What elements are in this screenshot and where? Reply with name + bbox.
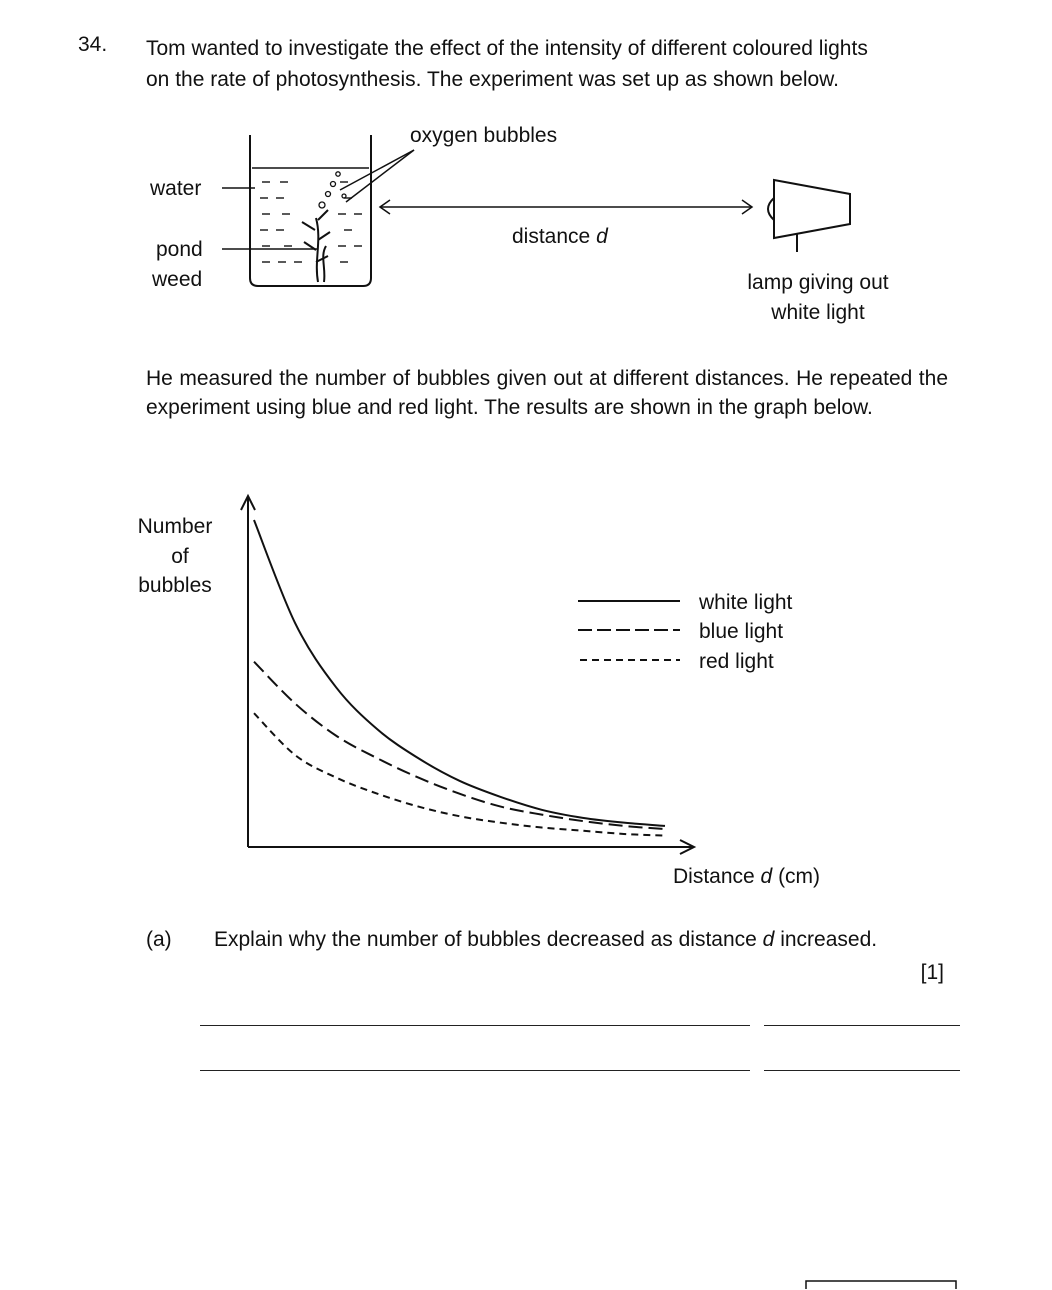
label-distance — [512, 225, 609, 248]
lamp — [768, 180, 850, 252]
series-layer — [254, 520, 665, 836]
bubbles-pointer-2 — [346, 150, 414, 202]
x-axis-label — [673, 865, 820, 888]
water-dashes — [260, 182, 362, 262]
y-axis-label-line-2: of — [171, 545, 189, 568]
series-red-light — [254, 713, 665, 835]
results-graph — [0, 480, 1052, 900]
experiment-setup-diagram — [0, 110, 1052, 335]
label-pond: pond — [156, 238, 203, 261]
legend — [578, 591, 793, 673]
answer-line[interactable] — [764, 1025, 960, 1026]
results-paragraph: He measured the number of bubbles given out at different distances. He repeated the experiment using blue and red light. The results are shown in the graph below. — [146, 367, 948, 419]
x-axis-label-unit: (cm) — [772, 865, 821, 888]
question-number: 34. — [78, 33, 108, 56]
part-a-text-var: d — [762, 928, 775, 951]
pond-weed — [302, 210, 330, 282]
question-intro — [146, 33, 966, 95]
part-a-text-before: Explain why the number of bubbles decreased as distance — [214, 928, 763, 951]
x-axis-label-word: Distance — [673, 865, 761, 888]
part-a-label: (a) — [146, 928, 172, 951]
y-axis-label-line-3: bubbles — [138, 574, 212, 597]
label-water: water — [150, 177, 202, 200]
label-oxygen-bubbles: oxygen bubbles — [410, 124, 558, 147]
legend-label-white: white light — [699, 591, 793, 614]
label-lamp-line-2: white light — [771, 301, 865, 324]
mark-box — [800, 1275, 965, 1290]
intro-line-2: on the rate of photosynthesis. The experiment was set up as shown below. — [146, 68, 840, 91]
label-distance-word: distance — [512, 225, 597, 248]
label-distance-var: d — [596, 225, 608, 248]
part-a-question — [214, 925, 877, 955]
answer-line[interactable] — [200, 1025, 750, 1026]
bubbles-pointer-1 — [340, 150, 414, 190]
x-axis-label-var: d — [760, 865, 773, 888]
series-blue-light — [254, 662, 665, 829]
part-a-text-after: increased. — [774, 928, 878, 951]
label-lamp-line-1: lamp giving out — [747, 271, 889, 294]
oxygen-bubbles — [319, 172, 346, 208]
part-a-marks: [1] — [920, 961, 944, 984]
series-white-light — [254, 520, 665, 826]
answer-line[interactable] — [200, 1070, 750, 1071]
legend-label-blue: blue light — [699, 620, 784, 643]
y-axis-label-line-1: Number — [137, 515, 213, 538]
answer-line[interactable] — [764, 1070, 960, 1071]
intro-line-1: Tom wanted to investigate the effect of the intensity of different coloured lights — [146, 37, 868, 60]
label-weed: weed — [152, 268, 203, 291]
legend-label-red: red light — [699, 650, 774, 673]
beaker — [250, 135, 371, 286]
